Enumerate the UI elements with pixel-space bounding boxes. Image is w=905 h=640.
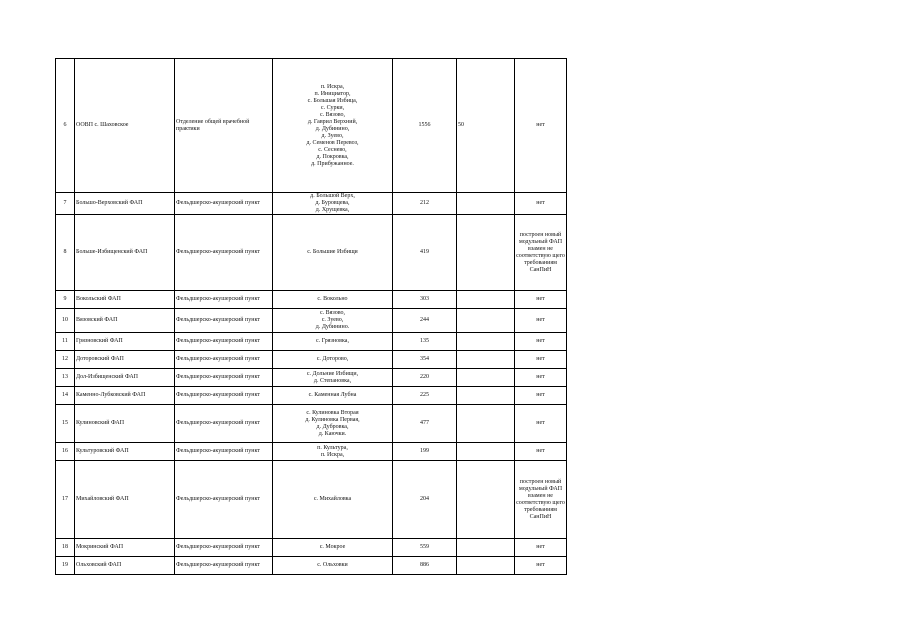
- row-number: 8: [56, 215, 75, 291]
- population-count: 135: [393, 333, 457, 351]
- population-count: 225: [393, 387, 457, 405]
- row-number: 6: [56, 59, 75, 193]
- table-row: [56, 193, 567, 215]
- row-number: 7: [56, 193, 75, 215]
- population-count: 1556: [393, 59, 457, 193]
- row-number: 19: [56, 557, 75, 575]
- note-cell: нет: [515, 557, 567, 575]
- row-number: 14: [56, 387, 75, 405]
- facilities-table: [55, 58, 567, 575]
- facility-type: Фельдшерско-акушерский пункт: [175, 405, 273, 443]
- table-row: [56, 333, 567, 351]
- facility-type: Фельдшерско-акушерский пункт: [175, 193, 273, 215]
- facility-name: Большо-Верховский ФАП: [75, 193, 175, 215]
- table-row: [56, 369, 567, 387]
- population-count: 244: [393, 309, 457, 333]
- settlement-name: д. Каючки.: [318, 430, 347, 437]
- table-row: [56, 461, 567, 539]
- population-count: 886: [393, 557, 457, 575]
- facility-type: Отделение общей врачебной практики: [175, 59, 273, 193]
- facility-name: Кулиновский ФАП: [75, 405, 175, 443]
- capacity-value: [457, 291, 515, 309]
- facility-name: Больше-Избищенский ФАП: [75, 215, 175, 291]
- note-cell: нет: [515, 387, 567, 405]
- capacity-value: [457, 369, 515, 387]
- settlement-name: с. Михайловка: [313, 496, 352, 502]
- row-number: 11: [56, 333, 75, 351]
- settlement-name: д. Гаврил Верхний,: [307, 118, 358, 125]
- settlement-name: д. Прибужанное.: [311, 160, 354, 167]
- facility-type: Фельдшерско-акушерский пункт: [175, 215, 273, 291]
- facility-name: Культуровский ФАП: [75, 443, 175, 461]
- settlement-name: с. Вязово,: [319, 111, 346, 118]
- settlement-name: д. Буровцева,: [315, 200, 350, 206]
- note-cell: нет: [515, 539, 567, 557]
- settlement-name: п. Культура,: [317, 444, 348, 451]
- row-number: 18: [56, 539, 75, 557]
- settlements-cell: [273, 557, 393, 575]
- note-cell: нет: [515, 405, 567, 443]
- facility-type: Фельдшерско-акушерский пункт: [175, 333, 273, 351]
- settlement-name: с. Грязновка,: [316, 338, 349, 344]
- table-row: [56, 215, 567, 291]
- settlement-name: п. Искра,: [320, 451, 345, 458]
- table-row: [56, 443, 567, 461]
- capacity-value: [457, 215, 515, 291]
- note-cell: нет: [515, 333, 567, 351]
- capacity-value: [457, 405, 515, 443]
- population-count: 419: [393, 215, 457, 291]
- facility-name: Каменно-Лубковский ФАП: [75, 387, 175, 405]
- settlement-name: с. Большие Избищи: [307, 249, 358, 255]
- settlement-name: п. Искра,: [320, 83, 345, 90]
- settlements-cell: [273, 309, 393, 333]
- facility-type: Фельдшерско-акушерский пункт: [175, 539, 273, 557]
- table-row: [56, 405, 567, 443]
- capacity-value: [457, 309, 515, 333]
- settlement-name: с. Доторово,: [316, 356, 349, 362]
- row-number: 17: [56, 461, 75, 539]
- table-row: [56, 351, 567, 369]
- settlement-name: д. Покровка,: [316, 153, 349, 160]
- settlements-cell: [273, 443, 393, 461]
- settlements-cell: [273, 405, 393, 443]
- settlement-name: д. Дубинино.: [315, 324, 350, 330]
- note-cell: нет: [515, 369, 567, 387]
- population-count: 204: [393, 461, 457, 539]
- table-row: [56, 291, 567, 309]
- note-cell: нет: [515, 193, 567, 215]
- table-row: [56, 309, 567, 333]
- settlement-name: д. Хрущевка,: [315, 207, 350, 213]
- settlements-cell: [273, 291, 393, 309]
- capacity-value: [457, 461, 515, 539]
- population-count: 354: [393, 351, 457, 369]
- facility-name: Вязовский ФАП: [75, 309, 175, 333]
- capacity-value: [457, 557, 515, 575]
- settlement-name: с. Каменная Лубна: [308, 392, 357, 398]
- facility-type: Фельдшерско-акушерский пункт: [175, 443, 273, 461]
- population-count: 559: [393, 539, 457, 557]
- settlement-name: д. Кулиновка Первая,: [305, 416, 360, 423]
- facility-type: Фельдшерско-акушерский пункт: [175, 387, 273, 405]
- facility-name: ООВП с. Шаховское: [75, 59, 175, 193]
- facility-name: Дол-Избищенский ФАП: [75, 369, 175, 387]
- capacity-value: [457, 333, 515, 351]
- settlement-name: с. Вокольно: [317, 296, 348, 302]
- settlement-name: с. Дольние Избищи,: [306, 370, 359, 377]
- settlements-cell: [273, 351, 393, 369]
- settlements-cell: [273, 387, 393, 405]
- facility-name: Доторовский ФАП: [75, 351, 175, 369]
- row-number: 9: [56, 291, 75, 309]
- facility-type: Фельдшерско-акушерский пункт: [175, 351, 273, 369]
- capacity-value: [457, 351, 515, 369]
- table-row: [56, 59, 567, 193]
- facility-type: Фельдшерско-акушерский пункт: [175, 309, 273, 333]
- settlement-name: с. Вязово,: [319, 310, 346, 316]
- note-cell: построен новый модульный ФАП взамен не соответствую щего требованиям СанПиН: [515, 461, 567, 539]
- table-body: [56, 59, 567, 575]
- settlement-name: с. Кулиновка Вторая: [306, 409, 359, 416]
- facility-name: Ольховский ФАП: [75, 557, 175, 575]
- facility-name: Мокринский ФАП: [75, 539, 175, 557]
- settlement-name: д. Зуево,: [321, 132, 344, 139]
- settlement-name: п. Инициатор,: [314, 90, 351, 97]
- population-count: 199: [393, 443, 457, 461]
- population-count: 303: [393, 291, 457, 309]
- settlements-cell: [273, 59, 393, 193]
- facility-name: Грязновский ФАП: [75, 333, 175, 351]
- capacity-value: [457, 539, 515, 557]
- settlement-name: с. Большая Избица,: [307, 97, 358, 104]
- row-number: 15: [56, 405, 75, 443]
- table-row: [56, 387, 567, 405]
- row-number: 13: [56, 369, 75, 387]
- settlements-cell: [273, 215, 393, 291]
- row-number: 10: [56, 309, 75, 333]
- capacity-value: 50: [457, 59, 515, 193]
- population-count: 212: [393, 193, 457, 215]
- row-number: 12: [56, 351, 75, 369]
- capacity-value: [457, 193, 515, 215]
- table-row: [56, 539, 567, 557]
- capacity-value: [457, 387, 515, 405]
- note-cell: нет: [515, 291, 567, 309]
- note-cell: нет: [515, 59, 567, 193]
- population-count: 477: [393, 405, 457, 443]
- settlement-name: с. Зуево,: [321, 317, 344, 323]
- facility-type: Фельдшерско-акушерский пункт: [175, 291, 273, 309]
- settlements-cell: [273, 461, 393, 539]
- settlements-cell: [273, 333, 393, 351]
- note-cell: нет: [515, 309, 567, 333]
- facility-type: Фельдшерско-акушерский пункт: [175, 557, 273, 575]
- settlement-name: с. Сурки,: [320, 104, 345, 111]
- settlements-cell: [273, 539, 393, 557]
- population-count: 220: [393, 369, 457, 387]
- settlement-name: д. Степановка,: [313, 377, 352, 384]
- settlement-name: с. Мокрое: [319, 544, 346, 550]
- note-cell: нет: [515, 443, 567, 461]
- facility-type: Фельдшерско-акушерский пункт: [175, 461, 273, 539]
- settlement-name: д. Дубинино,: [315, 125, 350, 132]
- table-row: [56, 557, 567, 575]
- row-number: 16: [56, 443, 75, 461]
- facility-name: Михайловский ФАП: [75, 461, 175, 539]
- settlements-cell: [273, 369, 393, 387]
- settlement-name: с. Сеснево,: [318, 146, 347, 153]
- facility-type: Фельдшерско-акушерский пункт: [175, 369, 273, 387]
- settlement-name: д. Дубровка,: [316, 423, 349, 430]
- note-cell: построен новый модульный ФАП взамен не соответствую щего требованиям СанПиН: [515, 215, 567, 291]
- settlements-cell: [273, 193, 393, 215]
- capacity-value: [457, 443, 515, 461]
- settlement-name: д. Семенов Перевоз,: [306, 139, 359, 146]
- note-cell: нет: [515, 351, 567, 369]
- settlement-name: с. Ольховки: [317, 562, 348, 568]
- facility-name: Вокольский ФАП: [75, 291, 175, 309]
- settlement-name: д. Большой Верх,: [310, 193, 355, 199]
